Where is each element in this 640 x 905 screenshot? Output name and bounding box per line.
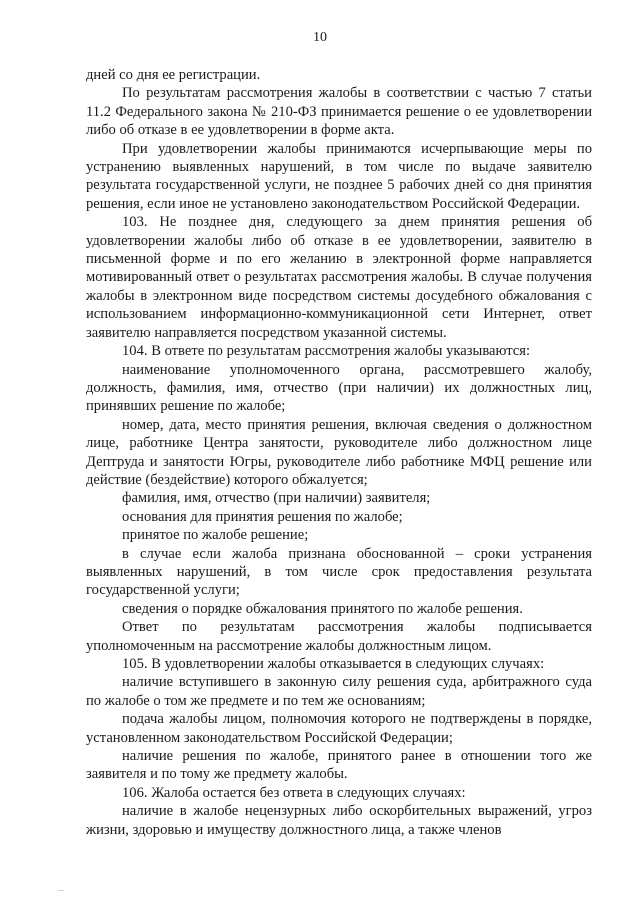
scan-footer-mark: ... [58,884,64,893]
list-item-prior-decision: наличие решения по жалобе, принятого ранее в отношении того же заявителя и по тому же предмету жалобы. [86,748,592,783]
list-item-justified-deadlines: в случае если жалоба признана обоснованной – сроки устранения выявленных нарушений, в том числе срок предоставления результата государственной услуги; [86,545,592,599]
list-item-court-decision: наличие вступившего в законную силу решения суда, арбитражного суда по жалобе о том же предмете и по тем же основаниям; [86,674,592,709]
list-item-decision-details: номер, дата, место принятия решения, включая сведения о должностном лице, работнике Центра занятости, руководителе либо должностном лице Дептруда и занятости Югры, руководителе либо работнике МФЦ решение или действие (бездействие) которого обжалуется; [86,416,592,488]
list-item-appeal-procedure: сведения о порядке обжалования принятого по жалобе решения. [122,600,523,617]
paragraph-satisfaction-measures: При удовлетворении жалобы принимаются исчерпывающие меры по устранению выявленных нарушений, в том числе по выдаче заявителю результата государственной услуги, не позднее 5 рабочих дней со дня принятия решения, если иное не установлено законодательством Российской Федерации. [86,140,592,212]
paragraph-106: 106. Жалоба остается без ответа в следующих случаях: [122,784,466,801]
paragraph-response-signed: Ответ по результатам рассмотрения жалобы подписывается уполномоченным на рассмотрение жалобы должностным лицом. [86,619,592,654]
paragraph-105: 105. В удовлетворении жалобы отказывается в следующих случаях: [122,656,545,672]
list-item-unconfirmed-authority: подача жалобы лицом, полномочия которого не подтверждены в порядке, установленном законодательством Российской Федерации; [86,711,592,746]
list-item-obscene-language: наличие в жалобе нецензурных либо оскорбительных выражений, угроз жизни, здоровью и имуществу должностного лица, а также членов [86,803,592,838]
list-item-decision-taken: принятое по жалобе решение; [122,527,309,544]
paragraph-104: 104. В ответе по результатам рассмотрения жалобы указываются: [122,343,531,360]
list-item-authority-name: наименование уполномоченного органа, рассмотревшего жалобу, должность, фамилия, имя, отчество (при наличии) их должностных лиц, принявших решение по жалобе; [86,361,592,415]
list-item-applicant-name: фамилия, имя, отчество (при наличии) заявителя; [122,490,431,507]
document-body [86,66,592,839]
paragraph-103: 103. Не позднее дня, следующего за днем принятия решения об удовлетворении жалобы либо об отказе в ее удовлетворении, заявителю в письменной форме и по его желанию в электронной форме направляется мотивированный ответ о результатах рассмотрения жалобы. В случае получения жалобы в электронном виде посредством системы досудебного обжалования с использованием информационно-коммуникационной сети Интернет, ответ заявителю направляется посредством указанной системы. [86,214,592,341]
paragraph-decision: По результатам рассмотрения жалобы в соответствии с частью 7 статьи 11.2 Федерального закона № 210-ФЗ принимается решение о ее удовлетворении либо об отказе в ее удовлетворении в форме акта. [86,85,592,139]
paragraph-registration-tail: дней со дня ее регистрации. [86,67,261,83]
list-item-decision-grounds: основания для принятия решения по жалобе; [122,508,403,525]
page-number: 10 [313,30,327,45]
